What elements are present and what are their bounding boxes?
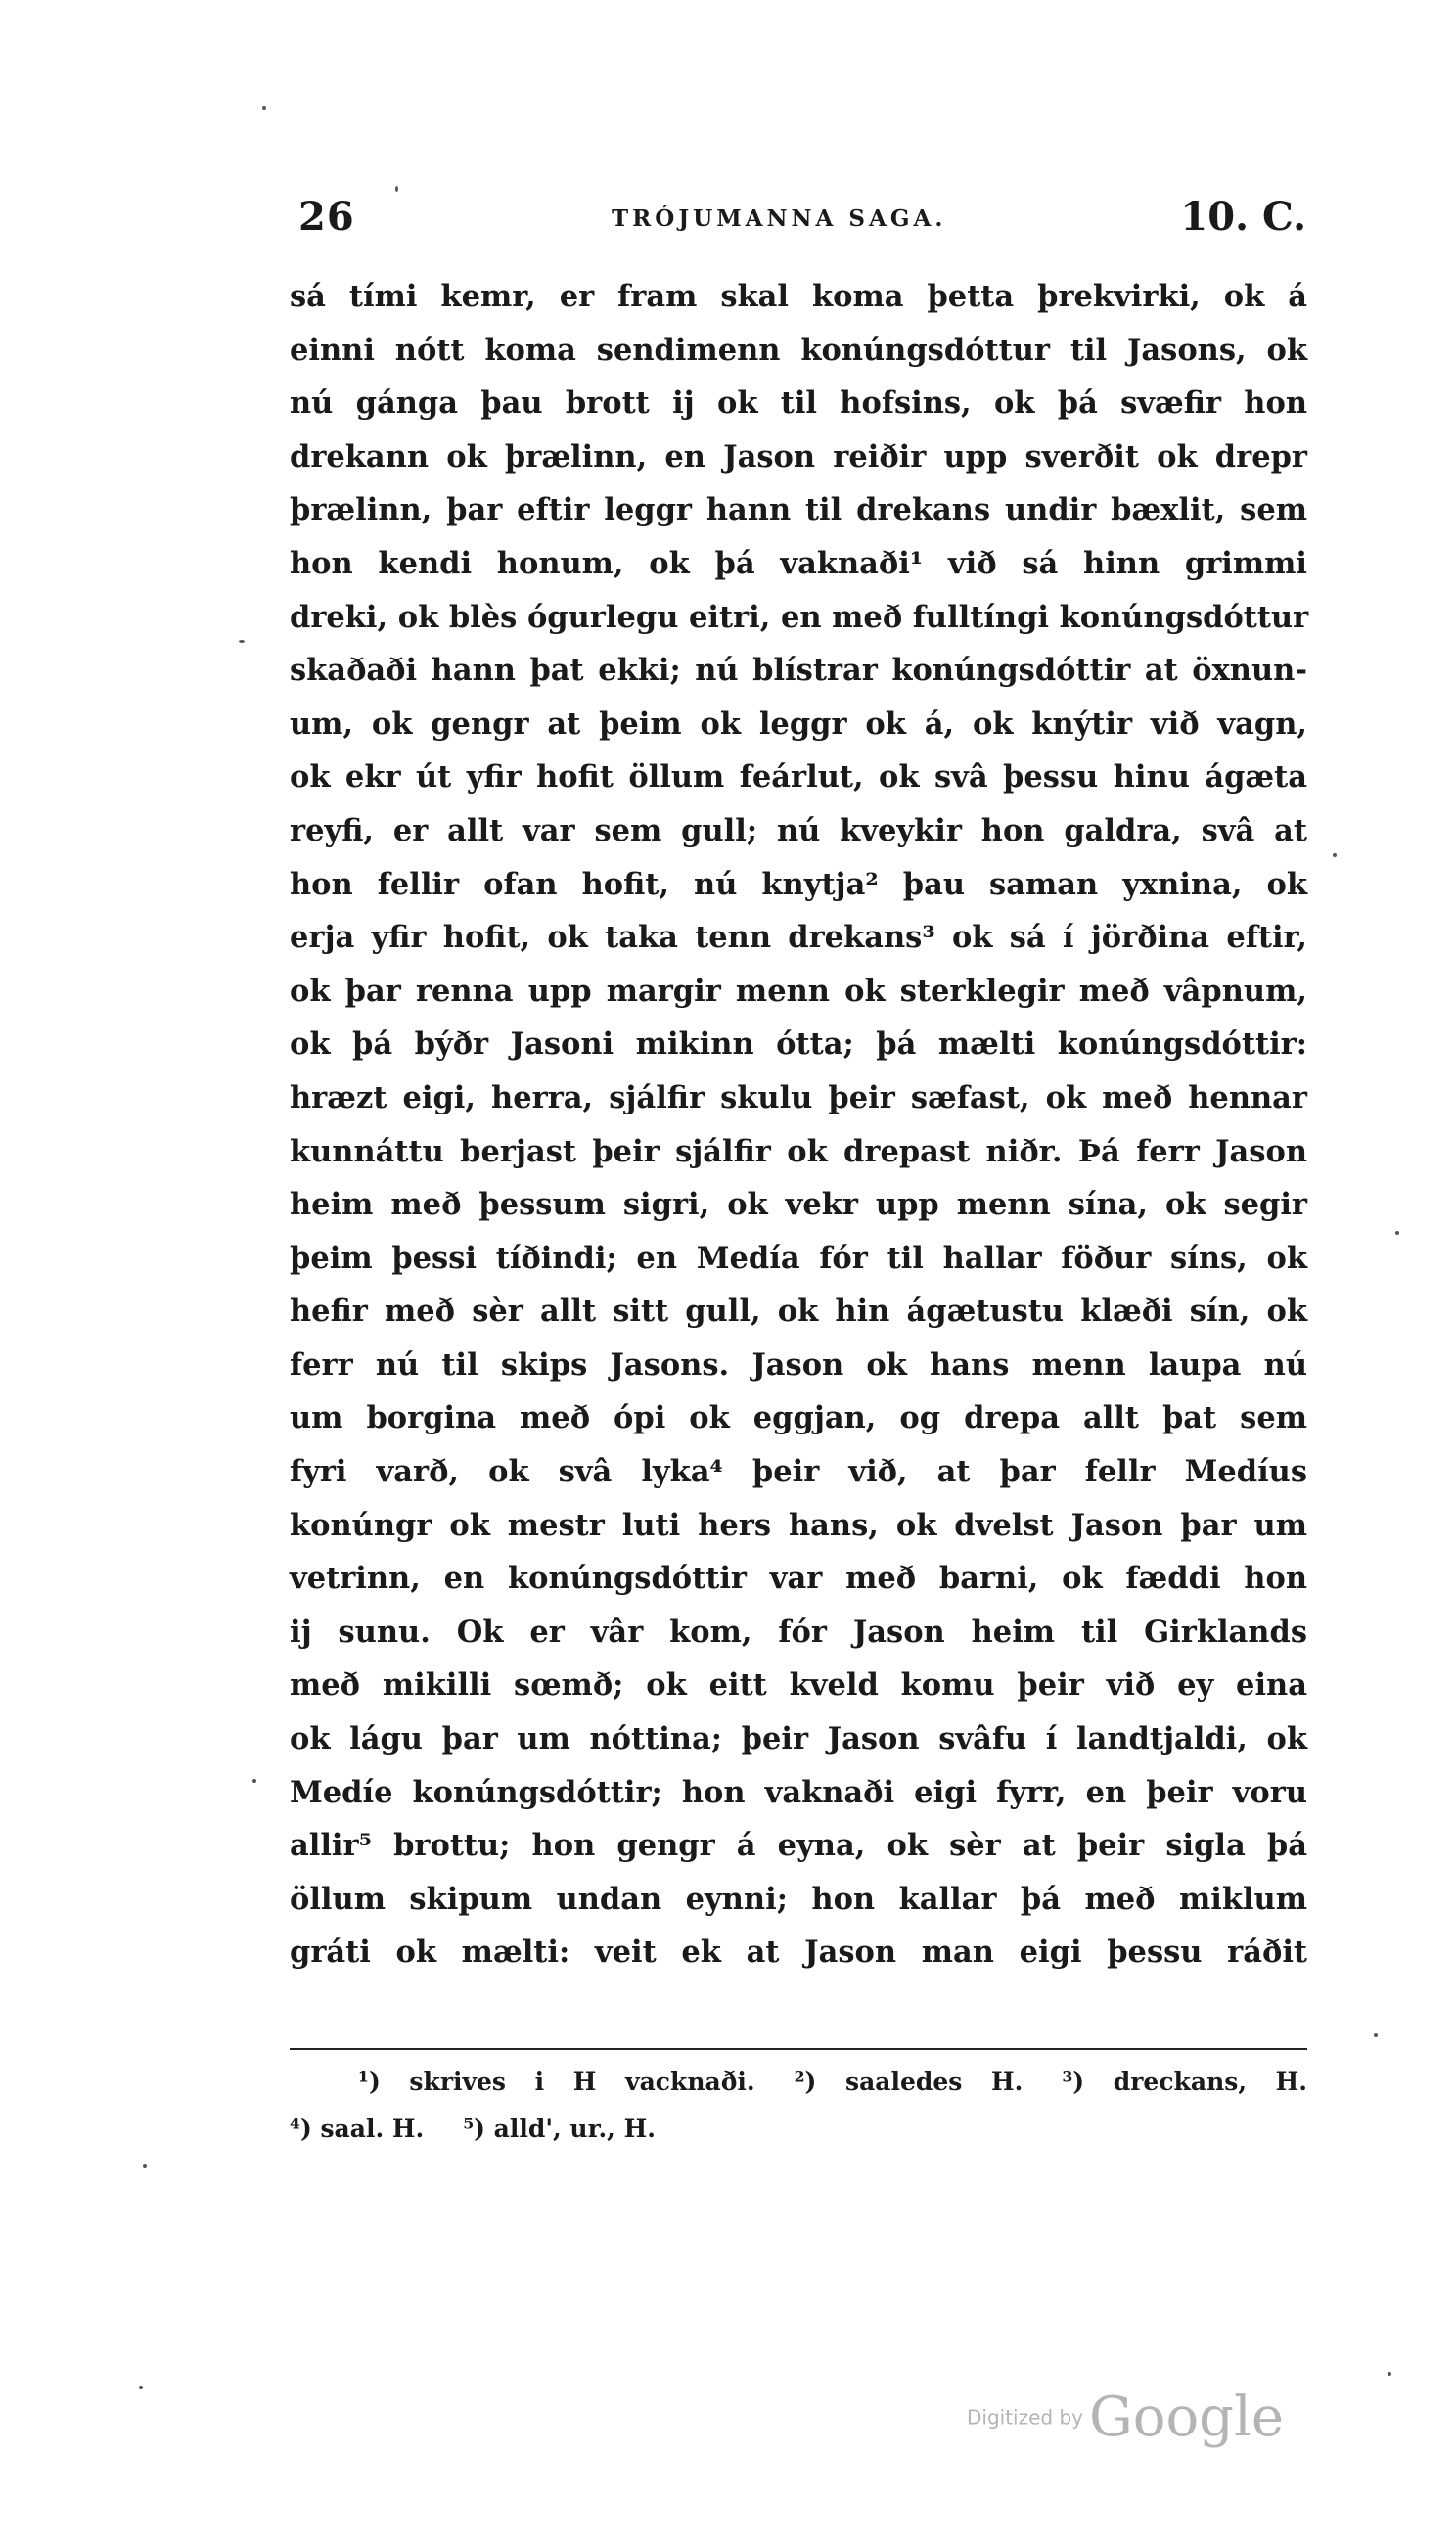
text-line: fyri varð, ok svâ lyka⁴ þeir við, at þar fellr Medíus [290, 1454, 1307, 1490]
scan-speck [1374, 2033, 1378, 2037]
text-line: hefir með sèr allt sitt gull, ok hin ágætustu klæði sín, ok [290, 1294, 1307, 1330]
footnote-5: ⁵) alld', ur., H. [463, 2115, 656, 2143]
footnote-3: ³) dreckans, H. [1062, 2068, 1307, 2096]
text-line: konúngr ok mestr luti hers hans, ok dvelst Jason þar um [290, 1507, 1307, 1543]
chapter-reference: 10. C. [1180, 194, 1306, 240]
footnote-1: ¹) skrives i H vacknaði. [358, 2068, 755, 2096]
scan-speck [139, 2386, 143, 2389]
text-line: gráti ok mælti: veit ek at Jason man eigi þessu ráðit [290, 1934, 1307, 1971]
scan-speck [252, 1779, 256, 1783]
running-head [298, 194, 1306, 252]
scan-speck [395, 186, 398, 192]
footnote-2: ²) saaledes H. [794, 2068, 1024, 2096]
book-title: TRÓJUMANNA SAGA. [612, 205, 947, 232]
digitized-by-label: Digitized by [967, 2405, 1083, 2430]
page-number: 26 [298, 194, 355, 240]
text-line: hræzt eigi, herra, sjálfir skulu þeir sæfast, ok með hennar [290, 1079, 1307, 1115]
text-line: öllum skipum undan eynni; hon kallar þá með miklum [290, 1881, 1307, 1917]
text-line: um, ok gengr at þeim ok leggr ok á, ok knýtir við vagn, [290, 705, 1307, 742]
text-line: um borgina með ópi ok eggjan, og drepa allt þat sem [290, 1400, 1307, 1436]
text-line: skaðaði hann þat ekki; nú blístrar konúngsdóttir at öxnun- [290, 653, 1307, 689]
text-line: drekann ok þrælinn, en Jason reiðir upp sverðit ok drepr [290, 438, 1307, 475]
scan-speck [262, 106, 266, 110]
text-line: ferr nú til skips Jasons. Jason ok hans menn laupa nú [290, 1346, 1307, 1383]
digitized-watermark [967, 2386, 1284, 2449]
text-line: allir⁵ brottu; hon gengr á eyna, ok sèr at þeir sigla þá [290, 1828, 1307, 1864]
footnote-line [290, 2106, 1307, 2153]
text-line: dreki, ok blès ógurlegu eitri, en með fulltíngi konúngsdóttur [290, 599, 1309, 635]
footnotes [290, 2059, 1307, 2153]
text-line: hon fellir ofan hofit, nú knytja² þau saman yxnina, ok [290, 866, 1307, 902]
scan-speck [1388, 2372, 1391, 2376]
footnote-4: ⁴) saal. H. [290, 2115, 425, 2143]
text-line: ij sunu. Ok er vâr kom, fór Jason heim til Girklands [290, 1614, 1307, 1650]
footnote-line [290, 2059, 1307, 2106]
text-line: þrælinn, þar eftir leggr hann til drekans undir bæxlit, sem [290, 492, 1307, 528]
text-line: ok lágu þar um nóttina; þeir Jason svâfu í landtjaldi, ok [290, 1721, 1307, 1757]
text-line: erja yfir hofit, ok taka tenn drekans³ ok sá í jörðina eftir, [290, 920, 1307, 956]
text-line: Medíe konúngsdóttir; hon vaknaði eigi fyrr, en þeir voru [290, 1774, 1307, 1810]
text-line: heim með þessum sigri, ok vekr upp menn sína, ok segir [290, 1187, 1307, 1223]
text-line: einni nótt koma sendimenn konúngsdóttur til Jasons, ok [290, 332, 1307, 368]
text-line: með mikilli sœmð; ok eitt kveld komu þeir við ey eina [290, 1667, 1307, 1704]
text-line: vetrinn, en konúngsdóttir var með barni, ok fæddi hon [290, 1561, 1307, 1597]
google-logo: Google [1089, 2386, 1285, 2449]
scan-speck [239, 640, 245, 643]
text-line: hon kendi honum, ok þá vaknaði¹ við sá hinn grimmi [290, 545, 1307, 581]
text-line: ok ekr út yfir hofit öllum feárlut, ok svâ þessu hinu ágæta [290, 759, 1307, 796]
text-line: þeim þessi tíðindi; en Medía fór til hallar föður síns, ok [290, 1240, 1307, 1276]
scan-speck [1395, 1231, 1399, 1235]
text-line: ok þar renna upp margir menn ok sterklegir með vâpnum, [290, 973, 1307, 1009]
text-line: ok þá býðr Jasoni mikinn ótta; þá mælti konúngsdóttir: [290, 1026, 1307, 1063]
text-line: reyfi, er allt var sem gull; nú kveykir hon galdra, svâ at [290, 812, 1307, 848]
scan-speck [1333, 853, 1337, 857]
body-text [290, 270, 1307, 1979]
text-line: kunnáttu berjast þeir sjálfir ok drepast niðr. Þá ferr Jason [290, 1133, 1307, 1169]
scan-speck [143, 2164, 147, 2168]
text-line: sá tími kemr, er fram skal koma þetta þrekvirki, ok á [290, 279, 1307, 314]
text-line: nú gánga þau brott ij ok til hofsins, ok þá svæfir hon [290, 386, 1307, 422]
footnote-divider [290, 2048, 1307, 2050]
